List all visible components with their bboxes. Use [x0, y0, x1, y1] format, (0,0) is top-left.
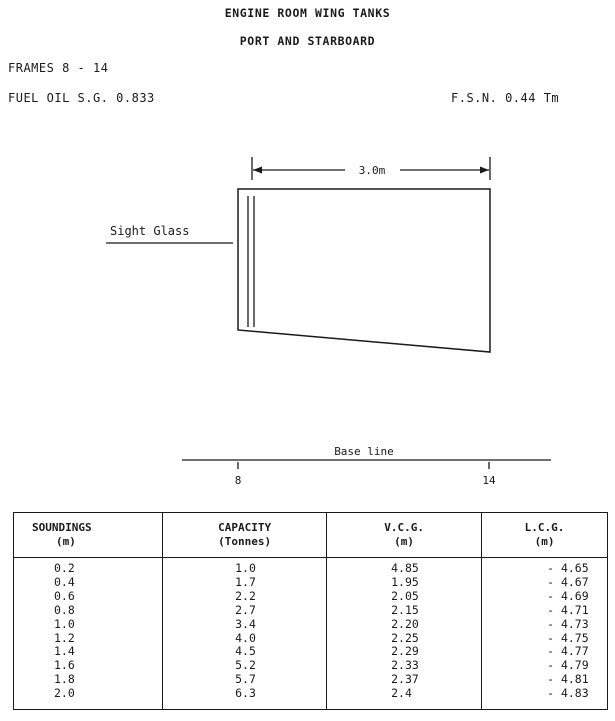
table-cell: - 4.77: [547, 644, 589, 659]
soundings-values: [14, 562, 162, 701]
table-cell: - 4.67: [547, 574, 589, 589]
header-soundings: SOUNDINGS (m): [14, 513, 163, 558]
table-cell: 1.95: [391, 574, 419, 589]
table-cell: - 4.73: [547, 616, 589, 631]
table-cell: 2.29: [391, 644, 419, 659]
frame-label-8: 8: [234, 474, 242, 487]
table-cell: 2.33: [391, 658, 419, 673]
table-cell: 4.0: [235, 630, 256, 645]
table-cell: 0.4: [54, 574, 75, 589]
table-cell: 2.4: [391, 686, 412, 701]
table-cell: 1.7: [235, 574, 256, 589]
table-cell: 0.6: [54, 588, 75, 603]
vcg-column: [327, 558, 482, 710]
arrowhead-left-icon: [253, 167, 262, 174]
table-cell: 1.6: [54, 658, 75, 673]
table-body-row: [14, 558, 608, 710]
table-cell: 2.25: [391, 630, 419, 645]
baseline-label: Base line: [334, 445, 394, 458]
table-cell: 2.15: [391, 602, 419, 617]
table-cell: 2.05: [391, 588, 419, 603]
table-cell: 1.2: [54, 630, 75, 645]
table-cell: 2.7: [235, 602, 256, 617]
header-vcg: V.C.G. (m): [327, 513, 482, 558]
dimension-label: 3.0m: [358, 164, 386, 177]
soundings-table: [13, 512, 608, 710]
frame-label-14: 14: [482, 474, 496, 487]
table-cell: - 4.71: [547, 602, 589, 617]
table-cell: 1.4: [54, 644, 75, 659]
capacity-column: [163, 558, 327, 710]
table-cell: 5.2: [235, 658, 256, 673]
header-lcg: L.C.G. (m): [482, 513, 608, 558]
arrowhead-right-icon: [480, 167, 489, 174]
table-cell: 6.3: [235, 686, 256, 701]
table-cell: 2.37: [391, 672, 419, 687]
table-cell: 4.5: [235, 644, 256, 659]
tank-outline: [238, 189, 490, 352]
table-cell: - 4.65: [547, 561, 589, 575]
fuel-oil-label: FUEL OIL S.G. 0.833: [8, 91, 155, 105]
capacity-values: [163, 562, 326, 701]
table-cell: 1.0: [235, 561, 256, 575]
header-capacity: CAPACITY (Tonnes): [163, 513, 327, 558]
table-cell: 2.20: [391, 616, 419, 631]
table-cell: 1.8: [54, 672, 75, 687]
sight-glass-label: Sight Glass: [110, 224, 190, 238]
table-cell: - 4.81: [547, 672, 589, 687]
table-cell: 2.0: [54, 686, 75, 701]
table-cell: - 4.69: [547, 588, 589, 603]
vcg-values: [327, 562, 481, 701]
table-header-row: [14, 513, 608, 558]
frames-label: FRAMES 8 - 14: [8, 61, 109, 75]
table-cell: 2.2: [235, 588, 256, 603]
table-cell: - 4.79: [547, 658, 589, 673]
page-subtitle: PORT AND STARBOARD: [239, 34, 376, 48]
page-title: ENGINE ROOM WING TANKS: [224, 6, 391, 20]
table-cell: 1.0: [54, 616, 75, 631]
table-cell: 5.7: [235, 672, 256, 687]
lcg-values: [482, 562, 607, 701]
table-cell: 3.4: [235, 616, 256, 631]
soundings-column: [14, 558, 163, 710]
fsn-label: F.S.N. 0.44 Tm: [451, 91, 560, 105]
table-cell: 0.8: [54, 602, 75, 617]
table-cell: - 4.83: [547, 686, 589, 701]
table-cell: 4.85: [391, 561, 419, 575]
lcg-column: [482, 558, 608, 710]
table-cell: 0.2: [54, 561, 75, 575]
table-cell: - 4.75: [547, 630, 589, 645]
